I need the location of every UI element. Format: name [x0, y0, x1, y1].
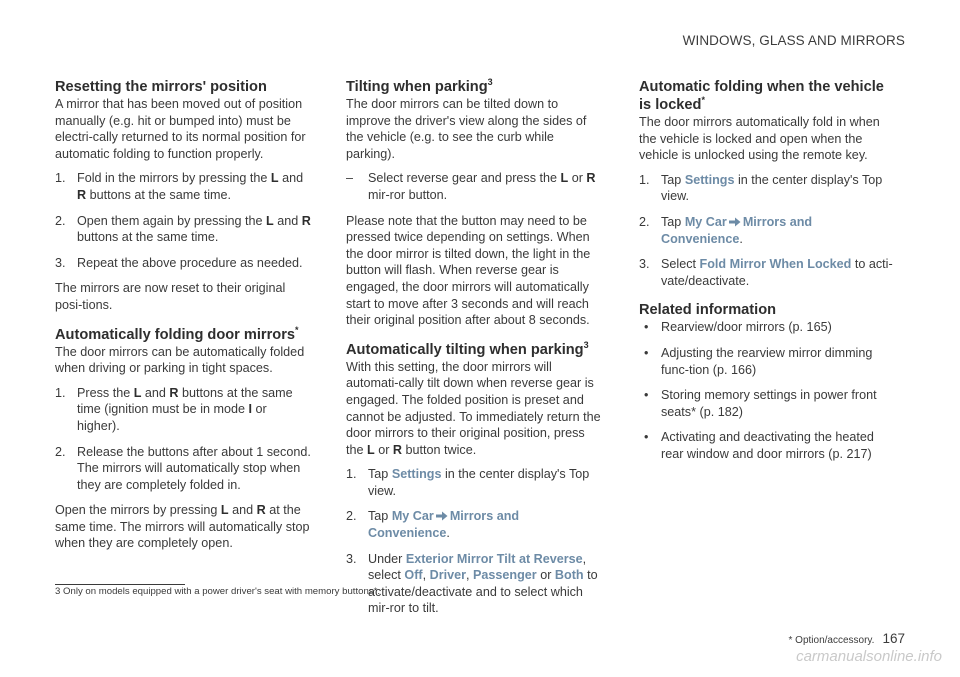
auto-tilt-steps — [346, 466, 602, 617]
body-text: or — [374, 442, 393, 457]
step-text: Tap — [368, 509, 392, 524]
step-text: Repeat the above procedure as needed. — [77, 255, 303, 270]
autofold-intro: The door mirrors automatically fold in when the vehicle is locked and open when the vehicle is unlocked using the remote key. — [639, 115, 880, 163]
ignition-mode: I — [248, 402, 252, 417]
ui-label-passenger: Passenger — [473, 568, 537, 583]
title-text: Automatically folding door mirrors — [55, 326, 296, 343]
step-text: Tap — [368, 467, 392, 482]
step-text: buttons at the same time (ignition must be in mode — [77, 385, 293, 417]
step-text: Under — [368, 551, 406, 566]
step-text: . — [739, 231, 743, 246]
step-text: Press the — [77, 385, 134, 400]
ui-label-fold-when-locked: Fold Mirror When Locked — [699, 257, 852, 272]
list-item — [55, 170, 311, 203]
option-marker: * — [295, 324, 299, 335]
step-text: to activate/deactivate and to select which mir-ror to tilt. — [368, 568, 598, 616]
body-text: button twice. — [402, 442, 477, 457]
list-item — [55, 444, 311, 494]
list-item — [55, 385, 311, 435]
option-marker: * — [701, 95, 705, 106]
section-title-auto-fold — [55, 326, 311, 344]
page-number: 167 — [882, 631, 905, 646]
step-text: Open them again by pressing the — [77, 213, 267, 228]
step-text: buttons at the same time. — [86, 187, 232, 202]
ui-label-settings: Settings — [391, 467, 442, 482]
column-3 — [639, 78, 895, 472]
step-number: 2. — [55, 444, 66, 459]
list-item — [346, 466, 602, 499]
step-text: Release the buttons after about 1 second. The mirrors will automatically stop when they are completely folded in. — [77, 444, 311, 492]
button-key: L — [266, 213, 274, 228]
ui-label-settings: Settings — [684, 172, 735, 187]
section-title-reset: Resetting the mirrors' position — [55, 79, 267, 95]
step-text: and — [141, 385, 170, 400]
reset-outro: The mirrors are now reset to their original posi-tions. — [55, 281, 286, 312]
step-text: and — [273, 213, 302, 228]
related-link[interactable] — [639, 387, 895, 420]
step-number: 2. — [55, 213, 66, 228]
watermark: carmanualsonline.info — [796, 648, 942, 665]
fold-outro — [55, 502, 311, 552]
ui-label-my-car: My Car — [684, 214, 727, 229]
fold-intro: The door mirrors can be automatically folded when driving or parking in tight spaces. — [55, 344, 305, 376]
step-text: Tap — [661, 172, 685, 187]
step-text: Select reverse gear and press the — [368, 171, 561, 186]
list-item — [639, 172, 895, 205]
autofold-steps — [639, 172, 895, 290]
button-key: L — [270, 171, 279, 186]
section-title-tilt — [346, 78, 602, 96]
page-footer — [789, 631, 906, 646]
step-number: 3. — [639, 257, 650, 272]
step-text: or higher). — [77, 402, 267, 433]
step-text: mir-ror button. — [368, 187, 448, 202]
button-key: L — [220, 503, 229, 518]
step-text: to acti-vate/deactivate. — [661, 257, 893, 288]
bullet-marker: • — [644, 345, 649, 360]
bullet-marker: • — [644, 320, 649, 335]
body-text: at the same time. The mirrors will automatically stop when they are completely open. — [55, 503, 310, 551]
column-1 — [55, 78, 311, 552]
footnote — [55, 586, 380, 597]
button-key: L — [133, 385, 142, 400]
button-key: R — [392, 442, 403, 457]
body-text: With this setting, the door mirrors will automati-cally tilt down when reverse gear is engaged. The folded position is preset and cannot be adjusted. To immediately return the door mirrors to their original position, press the — [346, 359, 601, 457]
button-key: R — [77, 187, 87, 202]
section-title-auto-tilt — [346, 341, 602, 359]
button-key: R — [301, 213, 311, 228]
button-key: R — [169, 385, 179, 400]
tilt-note: Please note that the button may need to be pressed twice depending on settings. When the door mirror is tilted down, the light in the button will flash. When reverse gear is engaged, the door mirrors will automatically start to move after 3 seconds and will reach their original position after about 8 seconds. — [346, 213, 591, 328]
body-text: and — [228, 503, 257, 518]
button-key: R — [586, 171, 596, 186]
tilt-dash-list — [346, 170, 602, 203]
step-text: and — [278, 171, 304, 186]
ui-label-driver: Driver — [429, 568, 466, 583]
list-item — [639, 214, 895, 247]
step-text: in the center display's Top view. — [661, 172, 883, 204]
column-2 — [346, 78, 602, 626]
step-text: . — [446, 526, 450, 541]
step-text: , select — [368, 551, 587, 583]
step-text: Select — [661, 257, 700, 272]
footnote-number: 3 — [55, 586, 61, 597]
title-text: Automatically tilting when parking — [346, 341, 584, 358]
list-item — [55, 213, 311, 246]
related-link-text[interactable]: Rearview/door mirrors (p. 165) — [661, 320, 832, 335]
button-key: R — [256, 503, 266, 518]
title-text: Automatic folding when the vehicle is locked — [639, 79, 884, 113]
section-title-related: Related information — [639, 302, 777, 319]
footnote-ref: 3 — [583, 339, 589, 350]
ui-label-tilt-at-reverse: Exterior Mirror Tilt at Reverse — [405, 551, 583, 566]
list-item — [55, 255, 311, 272]
step-number: 2. — [346, 509, 357, 524]
step-number: 2. — [639, 214, 650, 229]
step-number: 3. — [55, 255, 66, 270]
dash-marker: – — [346, 171, 354, 186]
step-number: 1. — [346, 467, 357, 482]
list-item — [639, 256, 895, 289]
section-title-auto-fold-locked — [639, 78, 895, 114]
bullet-marker: • — [644, 430, 649, 445]
step-number: 1. — [55, 385, 66, 400]
step-number: 1. — [639, 172, 650, 187]
related-list — [639, 319, 895, 462]
ui-label-mirrors-convenience: Mirrors and Convenience — [661, 214, 813, 246]
footnote-text: Only on models equipped with a power driver's seat with memory buttons*. — [63, 586, 380, 597]
related-link-text[interactable]: Adjusting the rearview mirror dimming func-tion (p. 166) — [661, 345, 873, 377]
bullet-marker: • — [644, 388, 649, 403]
button-key: L — [367, 442, 375, 457]
related-link[interactable] — [639, 345, 895, 378]
related-link[interactable] — [639, 429, 895, 462]
reset-intro: A mirror that has been moved out of position manually (e.g. hit or bumped into) must be electri-cally returned to its normal position for automatic folding to function properly. — [55, 97, 306, 161]
auto-tilt-intro — [346, 359, 602, 459]
ui-label-off: Off — [404, 568, 423, 583]
ui-label-my-car: My Car — [391, 509, 434, 524]
related-link-text[interactable]: Activating and deactivating the heated rear window and door mirrors (p. 217) — [661, 430, 874, 461]
step-number: 3. — [346, 551, 357, 566]
footnote-ref: 3 — [487, 77, 493, 88]
step-text: , — [422, 568, 430, 583]
list-item — [346, 170, 602, 203]
step-text: , — [466, 568, 473, 583]
related-link-text[interactable]: Storing memory settings in power front seats* (p. 182) — [661, 388, 877, 419]
step-text: or — [536, 568, 555, 583]
step-text: buttons at the same time. — [77, 230, 219, 245]
option-accessory-note: * Option/accessory. — [788, 635, 875, 646]
step-text: Fold in the mirrors by pressing the — [77, 171, 271, 186]
arrow-right-icon — [729, 217, 741, 227]
button-key: L — [560, 171, 569, 186]
tilt-intro: The door mirrors can be tilted down to improve the driver's view along the sides of the vehicle (e.g. to see the curb while parking). — [346, 97, 587, 161]
related-link[interactable] — [639, 319, 895, 336]
running-header: WINDOWS, GLASS AND MIRRORS — [682, 33, 905, 48]
ui-label-mirrors-convenience: Mirrors and Convenience — [368, 509, 520, 541]
list-item — [346, 551, 602, 617]
step-number: 1. — [55, 171, 66, 186]
footnote-divider — [55, 584, 185, 585]
step-text: or — [568, 171, 587, 186]
ui-label-both: Both — [554, 568, 584, 583]
fold-steps — [55, 385, 311, 494]
list-item — [346, 508, 602, 541]
step-text: Tap — [661, 214, 685, 229]
arrow-right-icon — [436, 511, 448, 521]
reset-steps — [55, 170, 311, 271]
body-text: Open the mirrors by pressing — [55, 503, 221, 518]
step-text: in the center display's Top view. — [368, 467, 590, 498]
title-text: Tilting when parking — [346, 79, 488, 95]
